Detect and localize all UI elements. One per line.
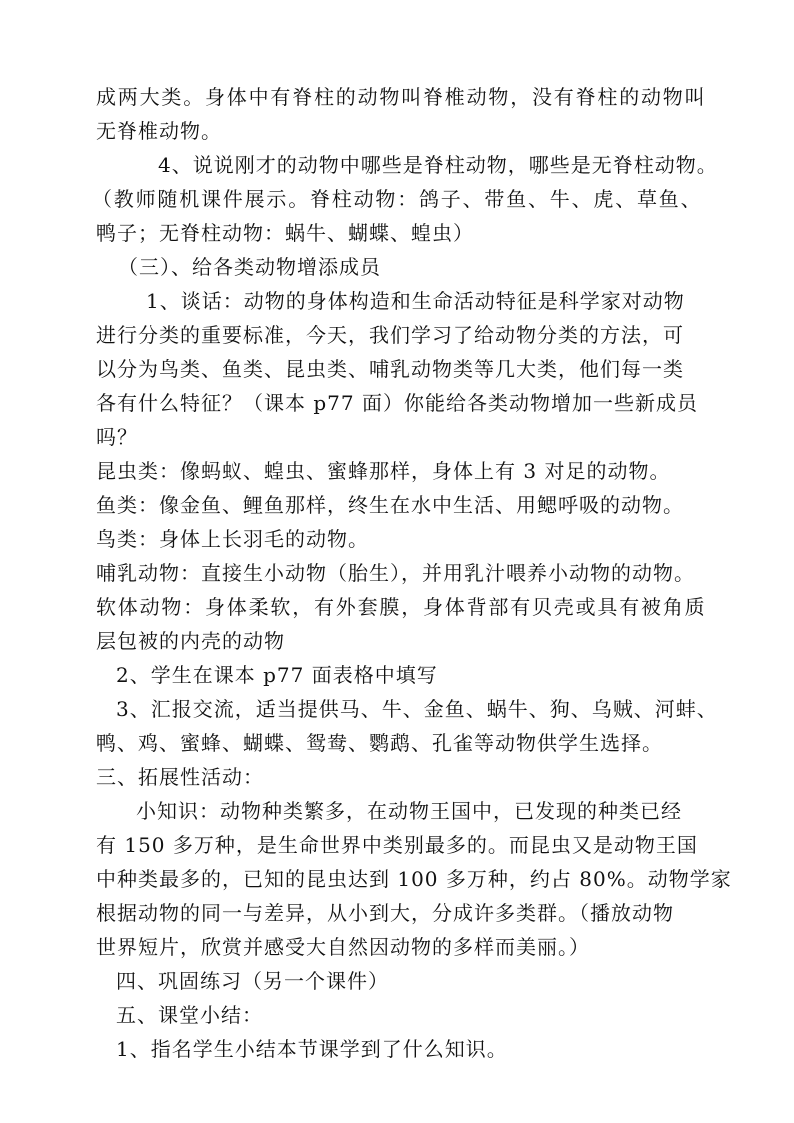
paragraph-line: （教师随机课件展示。脊柱动物：鸽子、带鱼、牛、虎、草鱼、 bbox=[92, 187, 703, 211]
paragraph-line: 1、指名学生小结本节课学到了什么知识。 bbox=[116, 1037, 508, 1061]
paragraph-line: 昆虫类：像蚂蚁、蝗虫、蜜蜂那样，身体上有 3 对足的动物。 bbox=[96, 459, 671, 483]
paragraph-line: 以分为鸟类、鱼类、昆虫类、哺乳动物类等几大类，他们每一类 bbox=[96, 357, 684, 381]
paragraph-line: 层包被的内壳的动物 bbox=[96, 629, 285, 653]
paragraph-line: 鸭子；无脊柱动物：蜗牛、蝴蝶、蝗虫） bbox=[96, 221, 474, 245]
paragraph-line: 4、说说刚才的动物中哪些是脊柱动物，哪些是无脊柱动物。 bbox=[158, 153, 718, 177]
paragraph-line: 根据动物的同一与差异，从小到大，分成许多类群。（播放动物 bbox=[96, 901, 674, 925]
paragraph-line: 2、学生在课本 p77 面表格中填写 bbox=[116, 663, 438, 687]
paragraph-line: 世界短片，欣赏并感受大自然因动物的多样而美丽。） bbox=[96, 935, 590, 959]
paragraph-line: 1、谈话：动物的身体构造和生命活动特征是科学家对动物 bbox=[146, 289, 685, 313]
paragraph-line: 各有什么特征？（课本 p77 面）你能给各类动物增加一些新成员 bbox=[96, 391, 698, 415]
paragraph-line: 鱼类：像金鱼、鲤鱼那样，终生在水中生活、用鳃呼吸的动物。 bbox=[96, 493, 684, 517]
paragraph-line: 哺乳动物：直接生小动物（胎生），并用乳汁喂养小动物的动物。 bbox=[96, 561, 695, 585]
paragraph-line: 3、汇报交流，适当提供马、牛、金鱼、蜗牛、狗、乌贼、河蚌、 bbox=[116, 697, 718, 721]
paragraph-line: 中种类最多的，已知的昆虫达到 100 多万种，约占 80%。动物学家 bbox=[96, 867, 732, 891]
paragraph-line: 鸟类：身体上长羽毛的动物。 bbox=[96, 527, 369, 551]
paragraph-line: 进行分类的重要标准，今天，我们学习了给动物分类的方法，可 bbox=[96, 323, 684, 347]
paragraph-line: 无脊椎动物。 bbox=[96, 119, 222, 143]
paragraph-line: 小知识：动物种类繁多，在动物王国中，已发现的种类已经 bbox=[136, 799, 682, 823]
section-heading: （三）、给各类动物增添成员 bbox=[118, 255, 381, 279]
paragraph-line: 有 150 多万种，是生命世界中类别最多的。而昆虫又是动物王国 bbox=[96, 833, 698, 857]
paragraph-line: 软体动物：身体柔软，有外套膜，身体背部有贝壳或具有被角质 bbox=[96, 595, 707, 619]
paragraph-line: 成两大类。身体中有脊柱的动物叫脊椎动物，没有脊柱的动物叫 bbox=[96, 85, 707, 109]
paragraph-line: 鸭、鸡、蜜蜂、蝴蝶、鸳鸯、鹦鹉、孔雀等动物供学生选择。 bbox=[96, 731, 663, 755]
paragraph-line: 吗？ bbox=[96, 425, 138, 449]
section-heading: 三、拓展性活动： bbox=[96, 765, 264, 789]
section-heading: 四、巩固练习（另一个课件） bbox=[116, 969, 389, 993]
section-heading: 五、课堂小结： bbox=[116, 1003, 263, 1027]
